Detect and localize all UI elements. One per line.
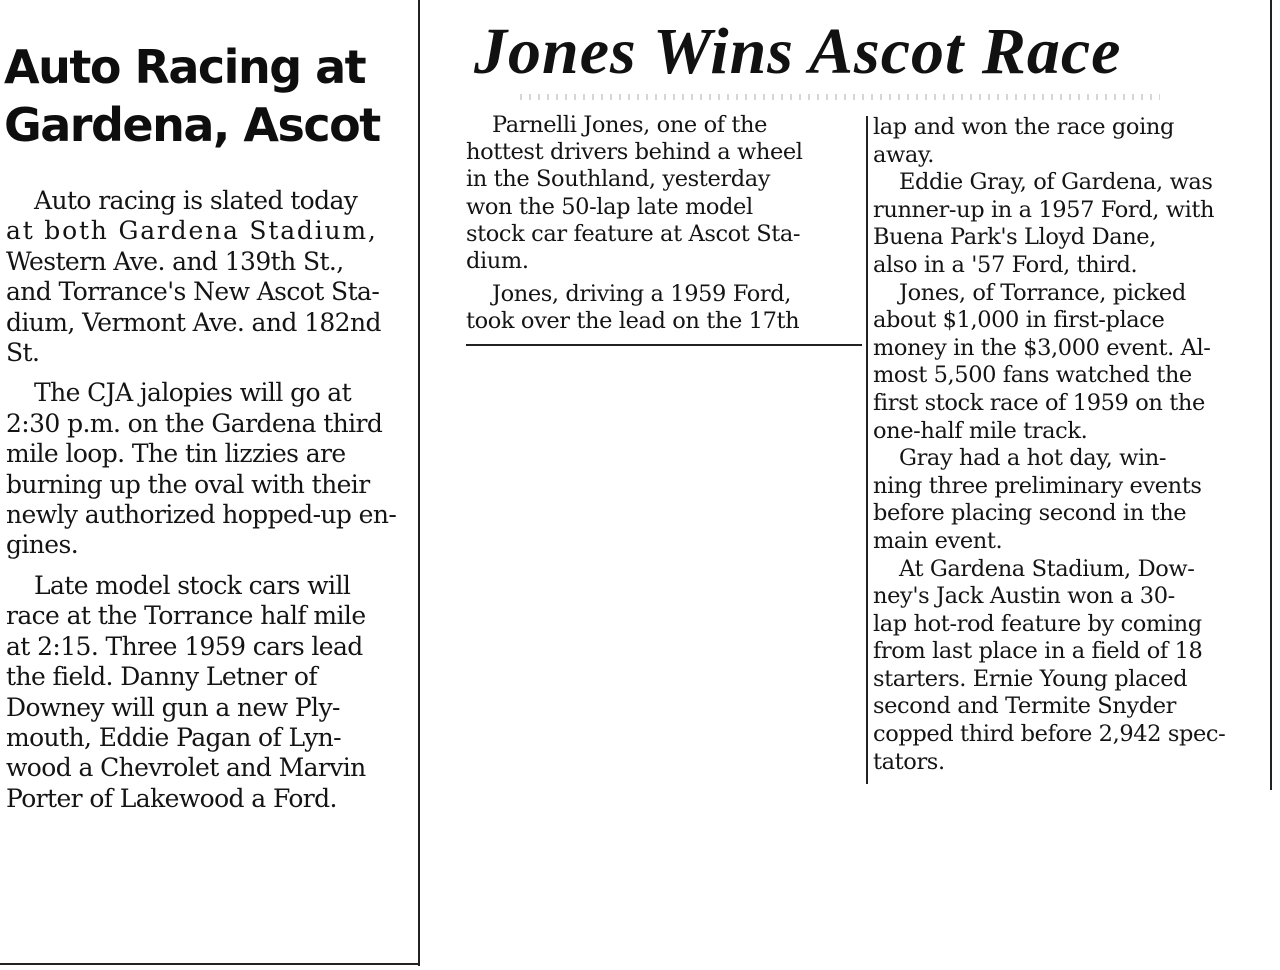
- left-paragraph-1: [6, 186, 418, 368]
- text-line: gines.: [6, 530, 79, 560]
- text-line: won the 50-lap late model: [466, 193, 753, 220]
- text-line: Parnelli Jones, one of the: [492, 112, 768, 138]
- column-end-rule: [466, 344, 862, 346]
- text-line: race at the Torrance half mile: [6, 601, 366, 631]
- text-line: at both Gardena Stadium,: [6, 216, 378, 246]
- left-article-headline: [4, 38, 419, 154]
- left-paragraph-3: [6, 571, 418, 814]
- text-line: lap and won the race going: [873, 114, 1174, 140]
- text-line: Jones, of Torrance, picked: [899, 279, 1186, 306]
- text-line: ney's Jack Austin won a 30-: [873, 583, 1175, 610]
- left-paragraph-2: [6, 378, 418, 560]
- text-line: dium, Vermont Ave. and 182nd: [6, 307, 381, 337]
- text-line: Gray had a hot day, win-: [899, 445, 1167, 472]
- left-article-body: [6, 186, 418, 824]
- text-line: St.: [6, 338, 40, 368]
- text-line: the field. Danny Letner of: [6, 662, 317, 692]
- text-line: runner-up in a 1957 Ford, with: [873, 196, 1215, 223]
- text-line: main event.: [873, 527, 1003, 554]
- text-line: money in the $3,000 event. Al-: [873, 334, 1211, 361]
- text-line: Downey will gun a new Ply-: [6, 692, 340, 722]
- text-line: wood a Chevrolet and Marvin: [6, 753, 366, 783]
- text-line: second and Termite Snyder: [873, 693, 1176, 720]
- text-line: lap hot-rod feature by coming: [873, 610, 1202, 637]
- text-line: also in a '57 Ford, third.: [873, 251, 1138, 278]
- text-line: Auto racing is slated today: [34, 186, 358, 215]
- text-line: most 5,500 fans watched the: [873, 362, 1192, 389]
- text-line: stock car feature at Ascot Sta-: [466, 220, 801, 247]
- text-line: Buena Park's Lloyd Dane,: [873, 224, 1156, 251]
- text-line: in the Southland, yesterday: [466, 166, 771, 193]
- text-line: about $1,000 in first-place: [873, 307, 1165, 334]
- text-line: one-half mile track.: [873, 417, 1088, 444]
- headline-dotted-rule: [520, 94, 1160, 100]
- text-line: before placing second in the: [873, 500, 1187, 527]
- text-line: dium.: [466, 248, 529, 275]
- text-line: starters. Ernie Young placed: [873, 665, 1188, 692]
- text-line: mile loop. The tin lizzies are: [6, 439, 346, 469]
- bottom-rule-left: [0, 963, 420, 965]
- right-article-column-2: [873, 114, 1271, 776]
- text-line: hottest drivers behind a wheel: [466, 139, 803, 166]
- text-line: 2:30 p.m. on the Gardena third: [6, 408, 383, 438]
- text-line: Porter of Lakewood a Ford.: [6, 783, 337, 813]
- text-line: and Torrance's New Ascot Sta-: [6, 277, 380, 307]
- column-rule-mid: [866, 116, 868, 784]
- text-line: tators.: [873, 748, 945, 775]
- text-line: Jones, driving a 1959 Ford,: [492, 281, 791, 308]
- text-line: burning up the oval with their: [6, 469, 370, 499]
- text-line: took over the lead on the 17th: [466, 308, 800, 335]
- text-line: Western Ave. and 139th St.,: [6, 246, 344, 276]
- text-line: copped third before 2,942 spec-: [873, 721, 1226, 748]
- text-line: at 2:15. Three 1959 cars lead: [6, 631, 363, 661]
- text-line: newly authorized hopped-up en-: [6, 500, 397, 530]
- text-line: away.: [873, 141, 934, 168]
- right-article-headline: Jones Wins Ascot Race: [474, 15, 1122, 88]
- text-line: mouth, Eddie Pagan of Lyn-: [6, 722, 341, 752]
- text-line: Late model stock cars will: [34, 570, 351, 600]
- text-line: Eddie Gray, of Gardena, was: [899, 169, 1213, 196]
- text-line: At Gardena Stadium, Dow-: [899, 555, 1195, 582]
- left-headline-line-1: Auto Racing at: [4, 40, 366, 94]
- text-line: from last place in a field of 18: [873, 638, 1203, 665]
- text-line: first stock race of 1959 on the: [873, 389, 1205, 416]
- text-line: ning three preliminary events: [873, 472, 1202, 499]
- left-headline-line-2: Gardena, Ascot: [4, 98, 380, 152]
- right-article-column-1: [466, 112, 862, 336]
- text-line: The CJA jalopies will go at: [34, 378, 352, 408]
